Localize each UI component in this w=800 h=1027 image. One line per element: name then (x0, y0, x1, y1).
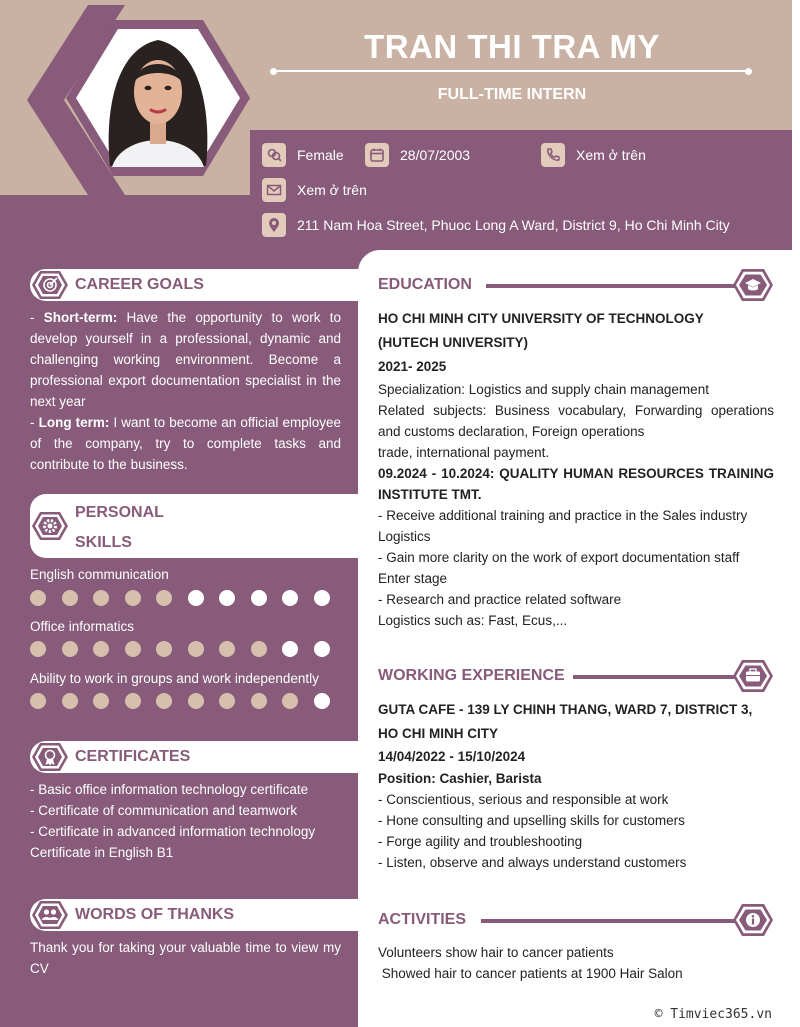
rating-dot-empty (314, 693, 330, 709)
gender-info (262, 143, 344, 167)
training-program: 09.2024 - 10.2024: QUALITY HUMAN RESOURCES TRAINING INSTITUTE TMT. (378, 466, 774, 502)
rating-dot-filled (188, 641, 204, 657)
certificate-item: - Certificate of communication and teamwork (30, 803, 298, 818)
envelope-icon (262, 178, 286, 202)
experience-title: WORKING EXPERIENCE (378, 667, 565, 684)
graduation-cap-icon (732, 268, 774, 302)
rating-dot-filled (62, 590, 78, 606)
skill-name-teamwork: Ability to work in groups and work independently (30, 671, 319, 686)
experience-line: - Listen, observe and always understand customers (378, 855, 687, 870)
rating-dot-filled (156, 590, 172, 606)
rating-dot-empty (251, 590, 267, 606)
rating-dot-empty (282, 590, 298, 606)
watermark: © Timviec365.vn (654, 1007, 772, 1022)
work-dates: 14/04/2022 - 15/10/2024 (378, 749, 526, 764)
rating-dot-empty (314, 590, 330, 606)
calendar-icon (365, 143, 389, 167)
job-position: Position: Cashier, Barista (378, 771, 542, 786)
skill-rating-english (30, 590, 330, 606)
skill-rating-office (30, 641, 330, 657)
experience-content (378, 698, 774, 873)
activity-line: Showed hair to cancer patients at 1900 Hair Salon (378, 966, 683, 981)
award-icon (30, 741, 70, 773)
skill-name-office: Office informatics (30, 619, 135, 634)
name-divider (272, 70, 750, 72)
certificate-item: - Basic office information technology certificate (30, 782, 309, 797)
activity-line: Volunteers show hair to cancer patients (378, 945, 614, 960)
company-city: HO CHI MINH CITY (378, 726, 498, 741)
activities-content (378, 942, 774, 984)
school-name: HO CHI MINH CITY UNIVERSITY OF TECHNOLOGY (378, 311, 704, 326)
career-goals-header (30, 269, 358, 301)
certificate-item: - Certificate in advanced information technology (30, 824, 316, 839)
rating-dot-filled (30, 693, 46, 709)
rating-dot-filled (125, 641, 141, 657)
skill-name-english: English communication (30, 567, 169, 582)
rating-dot-filled (251, 641, 267, 657)
rating-dot-filled (93, 693, 109, 709)
rating-dot-filled (188, 693, 204, 709)
rating-dot-empty (282, 641, 298, 657)
experience-line: - Hone consulting and upselling skills for customers (378, 813, 685, 828)
rating-dot-empty (219, 590, 235, 606)
company-name: GUTA CAFE - 139 LY CHINH THANG, WARD 7, DISTRICT 3, (378, 702, 753, 717)
education-content (378, 307, 774, 631)
target-icon (30, 269, 70, 301)
rating-dot-filled (251, 693, 267, 709)
info-icon (732, 903, 774, 937)
school-name-alt: (HUTECH UNIVERSITY) (378, 335, 529, 350)
education-title: EDUCATION (378, 276, 472, 293)
rating-dot-filled (93, 590, 109, 606)
address-value: 211 Nam Hoa Street, Phuoc Long A Ward, District 9, Ho Chi Minh City (297, 217, 730, 233)
rating-dot-filled (30, 641, 46, 657)
rating-dot-filled (282, 693, 298, 709)
certificates-header (30, 741, 358, 773)
profile-photo-frame (0, 0, 260, 200)
thanks-header (30, 899, 358, 931)
phone-value: Xem ở trên (576, 147, 646, 163)
related-subjects: Related subjects: Business vocabulary, Forwarding operations and customs declaration, Foreign operations (378, 403, 774, 439)
rating-dot-filled (156, 693, 172, 709)
education-line: - Receive additional training and practice in the Sales industry (378, 508, 748, 523)
skills-title-line1: PERSONAL (75, 504, 164, 521)
skills-title-line2: SKILLS (75, 534, 132, 551)
desired-position: FULL-TIME INTERN (437, 86, 587, 103)
rating-dot-filled (125, 693, 141, 709)
education-divider (486, 284, 736, 288)
skills-header (30, 494, 358, 558)
phone-info (541, 143, 646, 167)
thanks-text: Thank you for taking your valuable time to view my CV (30, 940, 341, 976)
certificates-list (30, 779, 341, 863)
location-pin-icon (262, 213, 286, 237)
education-line: Logistics such as: Fast, Ecus,... (378, 613, 568, 628)
thanks-title: WORDS OF THANKS (75, 906, 235, 923)
study-years: 2021- 2025 (378, 359, 447, 374)
career-goals-text: - Short-term: Have the opportunity to work to develop yourself in a professional, dynamic and challenging working environment. Become a professional export documentation specialist in the next year - Long term: I want to become an official employee of the company, try to complete tasks and contribute to the business. (30, 310, 342, 472)
career-goals-title: CAREER GOALS (75, 276, 204, 293)
birthday-value: 28/07/2003 (400, 147, 471, 163)
education-line: - Research and practice related software (378, 592, 622, 607)
email-info (262, 178, 367, 202)
activities-title: ACTIVITIES (378, 911, 467, 928)
related-subjects-cont: trade, international payment. (378, 445, 550, 460)
activities-divider (481, 919, 736, 923)
gear-icon (30, 494, 70, 558)
rating-dot-filled (93, 641, 109, 657)
gender-icon (262, 143, 286, 167)
rating-dot-filled (62, 693, 78, 709)
education-line: Logistics (378, 529, 431, 544)
rating-dot-filled (30, 590, 46, 606)
rating-dot-empty (188, 590, 204, 606)
rating-dot-filled (125, 590, 141, 606)
certificate-item: Certificate in English B1 (30, 845, 174, 860)
email-value: Xem ở trên (297, 182, 367, 198)
education-line: - Gain more clarity on the work of export documentation staff (378, 550, 740, 565)
experience-divider (573, 675, 736, 679)
experience-line: - Conscientious, serious and responsible at work (378, 792, 669, 807)
people-icon (30, 899, 70, 931)
gender-value: Female (297, 147, 344, 163)
briefcase-icon (732, 659, 774, 693)
rating-dot-filled (156, 641, 172, 657)
candidate-name: TRAN THI TRA MY (364, 28, 660, 65)
specialization: Specialization: Logistics and supply chain management (378, 382, 709, 397)
rating-dot-empty (314, 641, 330, 657)
experience-line: - Forge agility and troubleshooting (378, 834, 583, 849)
education-line: Enter stage (378, 571, 448, 586)
skill-rating-teamwork (30, 693, 330, 709)
rating-dot-filled (219, 693, 235, 709)
certificates-title: CERTIFICATES (75, 748, 191, 765)
rating-dot-filled (62, 641, 78, 657)
address-info (262, 213, 730, 237)
rating-dot-filled (219, 641, 235, 657)
birthday-info (365, 143, 470, 167)
phone-icon (541, 143, 565, 167)
